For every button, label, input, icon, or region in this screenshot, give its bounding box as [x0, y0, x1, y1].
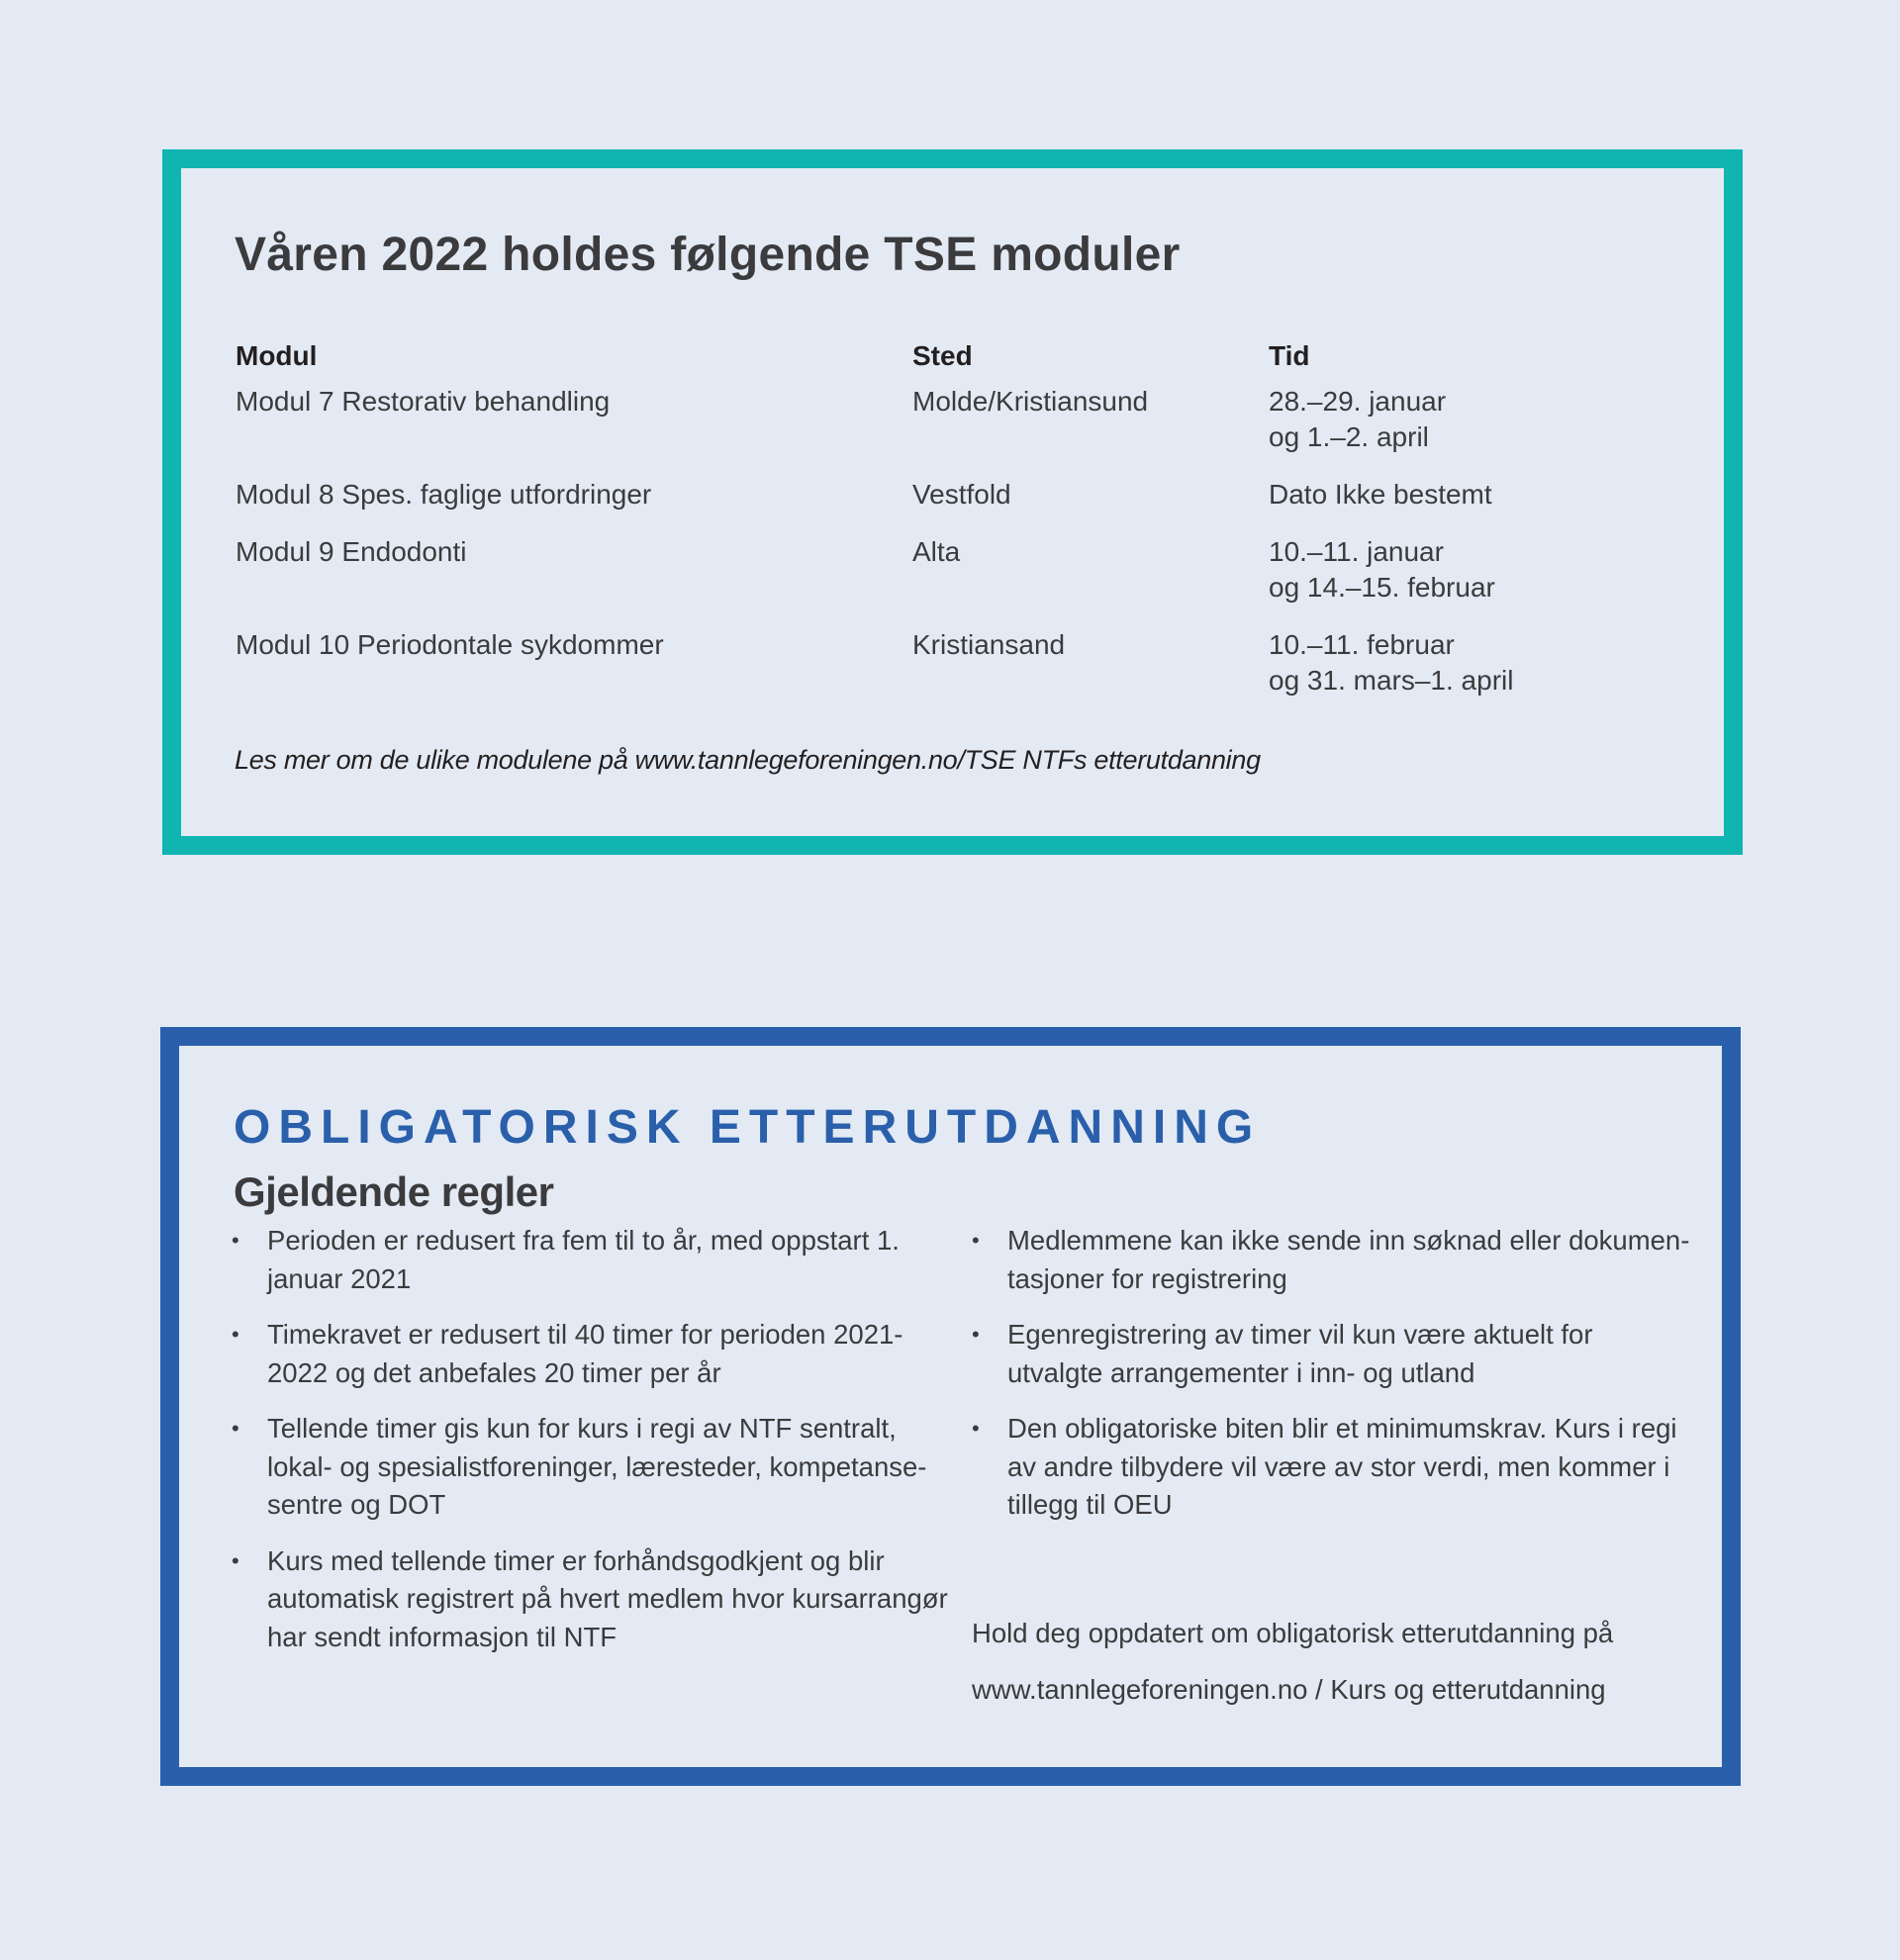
rule-text-line: tasjoner for registrering [1007, 1262, 1287, 1294]
rule-item [232, 1410, 954, 1525]
module-cell: Modul 8 Spes. faglige utfordringer [236, 479, 652, 510]
time-cell [1269, 534, 1495, 606]
time-line: 10.–11. februar [1269, 629, 1455, 660]
oeu-update-note: Hold deg oppdatert om obligatorisk etterutdanning på [972, 1618, 1614, 1648]
bullet-icon: • [232, 1416, 239, 1441]
time-cell [1269, 627, 1513, 699]
oeu-title: OBLIGATORISK ETTERUTDANNING [234, 1101, 1262, 1154]
place-cell: Molde/Kristiansund [912, 386, 1149, 417]
place-cell: Vestfold [912, 479, 1011, 510]
time-line: 28.–29. januar [1269, 386, 1447, 417]
rule-text-line: 2022 og det anbefales 20 timer per år [267, 1356, 721, 1388]
rule-item [232, 1222, 954, 1298]
rule-item [972, 1316, 1704, 1392]
module-cell: Modul 7 Restorativ behandling [236, 386, 611, 417]
rule-text-line: Medlemmene kan ikke sende inn søknad eller dokumen- [1007, 1225, 1690, 1256]
rule-text-line: Den obligatoriske biten blir et minimumskrav. Kurs i regi [1007, 1413, 1677, 1444]
oeu-subtitle: Gjeldende regler [234, 1168, 554, 1215]
time-cell [1269, 384, 1446, 455]
bullet-icon: • [972, 1416, 980, 1441]
rule-text-line: Tellende timer gis kun for kurs i regi av NTF sentralt, [267, 1413, 897, 1444]
rule-text-line: Egenregistrering av timer vil kun være aktuelt for [1007, 1319, 1593, 1350]
rule-text-line: Kurs med tellende timer er forhåndsgodkjent og blir [267, 1544, 885, 1576]
time-line: og 31. mars–1. april [1269, 665, 1514, 696]
bullet-icon: • [232, 1547, 239, 1573]
rule-item [232, 1542, 954, 1657]
tse-more-info-note: Les mer om de ulike modulene på www.tannlegeforeningen.no/TSE NTFs etterutdanning [235, 745, 1261, 775]
bullet-icon: • [232, 1322, 239, 1347]
module-cell: Modul 10 Periodontale sykdommer [236, 629, 664, 660]
time-line: Dato Ikke bestemt [1269, 479, 1492, 510]
rule-text-line: januar 2021 [267, 1262, 412, 1294]
time-line: 10.–11. januar [1269, 536, 1444, 567]
rule-item [232, 1316, 954, 1392]
bullet-icon: • [972, 1228, 980, 1253]
rule-item [972, 1222, 1704, 1298]
rule-text-line: tillegg til OEU [1007, 1489, 1173, 1520]
rule-text-line: Timekravet er redusert til 40 timer for perioden 2021- [267, 1319, 903, 1350]
place-cell: Alta [912, 536, 961, 567]
bullet-icon: • [232, 1228, 239, 1253]
module-cell: Modul 9 Endodonti [236, 536, 467, 567]
rule-text-line: har sendt informasjon til NTF [267, 1621, 618, 1652]
tse-modules-box [162, 149, 1743, 855]
bullet-icon: • [972, 1322, 980, 1347]
rule-text-line: lokal- og spesialistforeninger, læresteder, kompetanse- [267, 1450, 927, 1482]
rules-list-right [972, 1222, 1704, 1542]
time-line: og 1.–2. april [1269, 421, 1429, 452]
column-header-module: Modul [236, 340, 318, 371]
oeu-rules-box [160, 1027, 1741, 1786]
rule-text-line: Perioden er redusert fra fem til to år, med oppstart 1. [267, 1225, 900, 1256]
tse-title: Våren 2022 holdes følgende TSE moduler [235, 229, 1181, 281]
time-line: og 14.–15. februar [1269, 572, 1495, 603]
rules-list-left [232, 1222, 954, 1674]
rule-text-line: utvalgte arrangementer i inn- og utland [1007, 1356, 1475, 1388]
rule-text-line: sentre og DOT [267, 1489, 446, 1520]
rule-text-line: automatisk registrert på hvert medlem hvor kursarrangør [267, 1583, 948, 1614]
place-cell: Kristiansand [912, 629, 1066, 660]
time-cell [1269, 477, 1492, 513]
rule-item [972, 1410, 1704, 1525]
rule-text-line: av andre tilbydere vil være av stor verdi, men kommer i [1007, 1450, 1670, 1482]
oeu-website-link[interactable]: www.tannlegeforeningen.no / Kurs og etterutdanning [972, 1674, 1606, 1705]
column-header-place: Sted [912, 340, 973, 371]
column-header-time: Tid [1269, 340, 1310, 371]
